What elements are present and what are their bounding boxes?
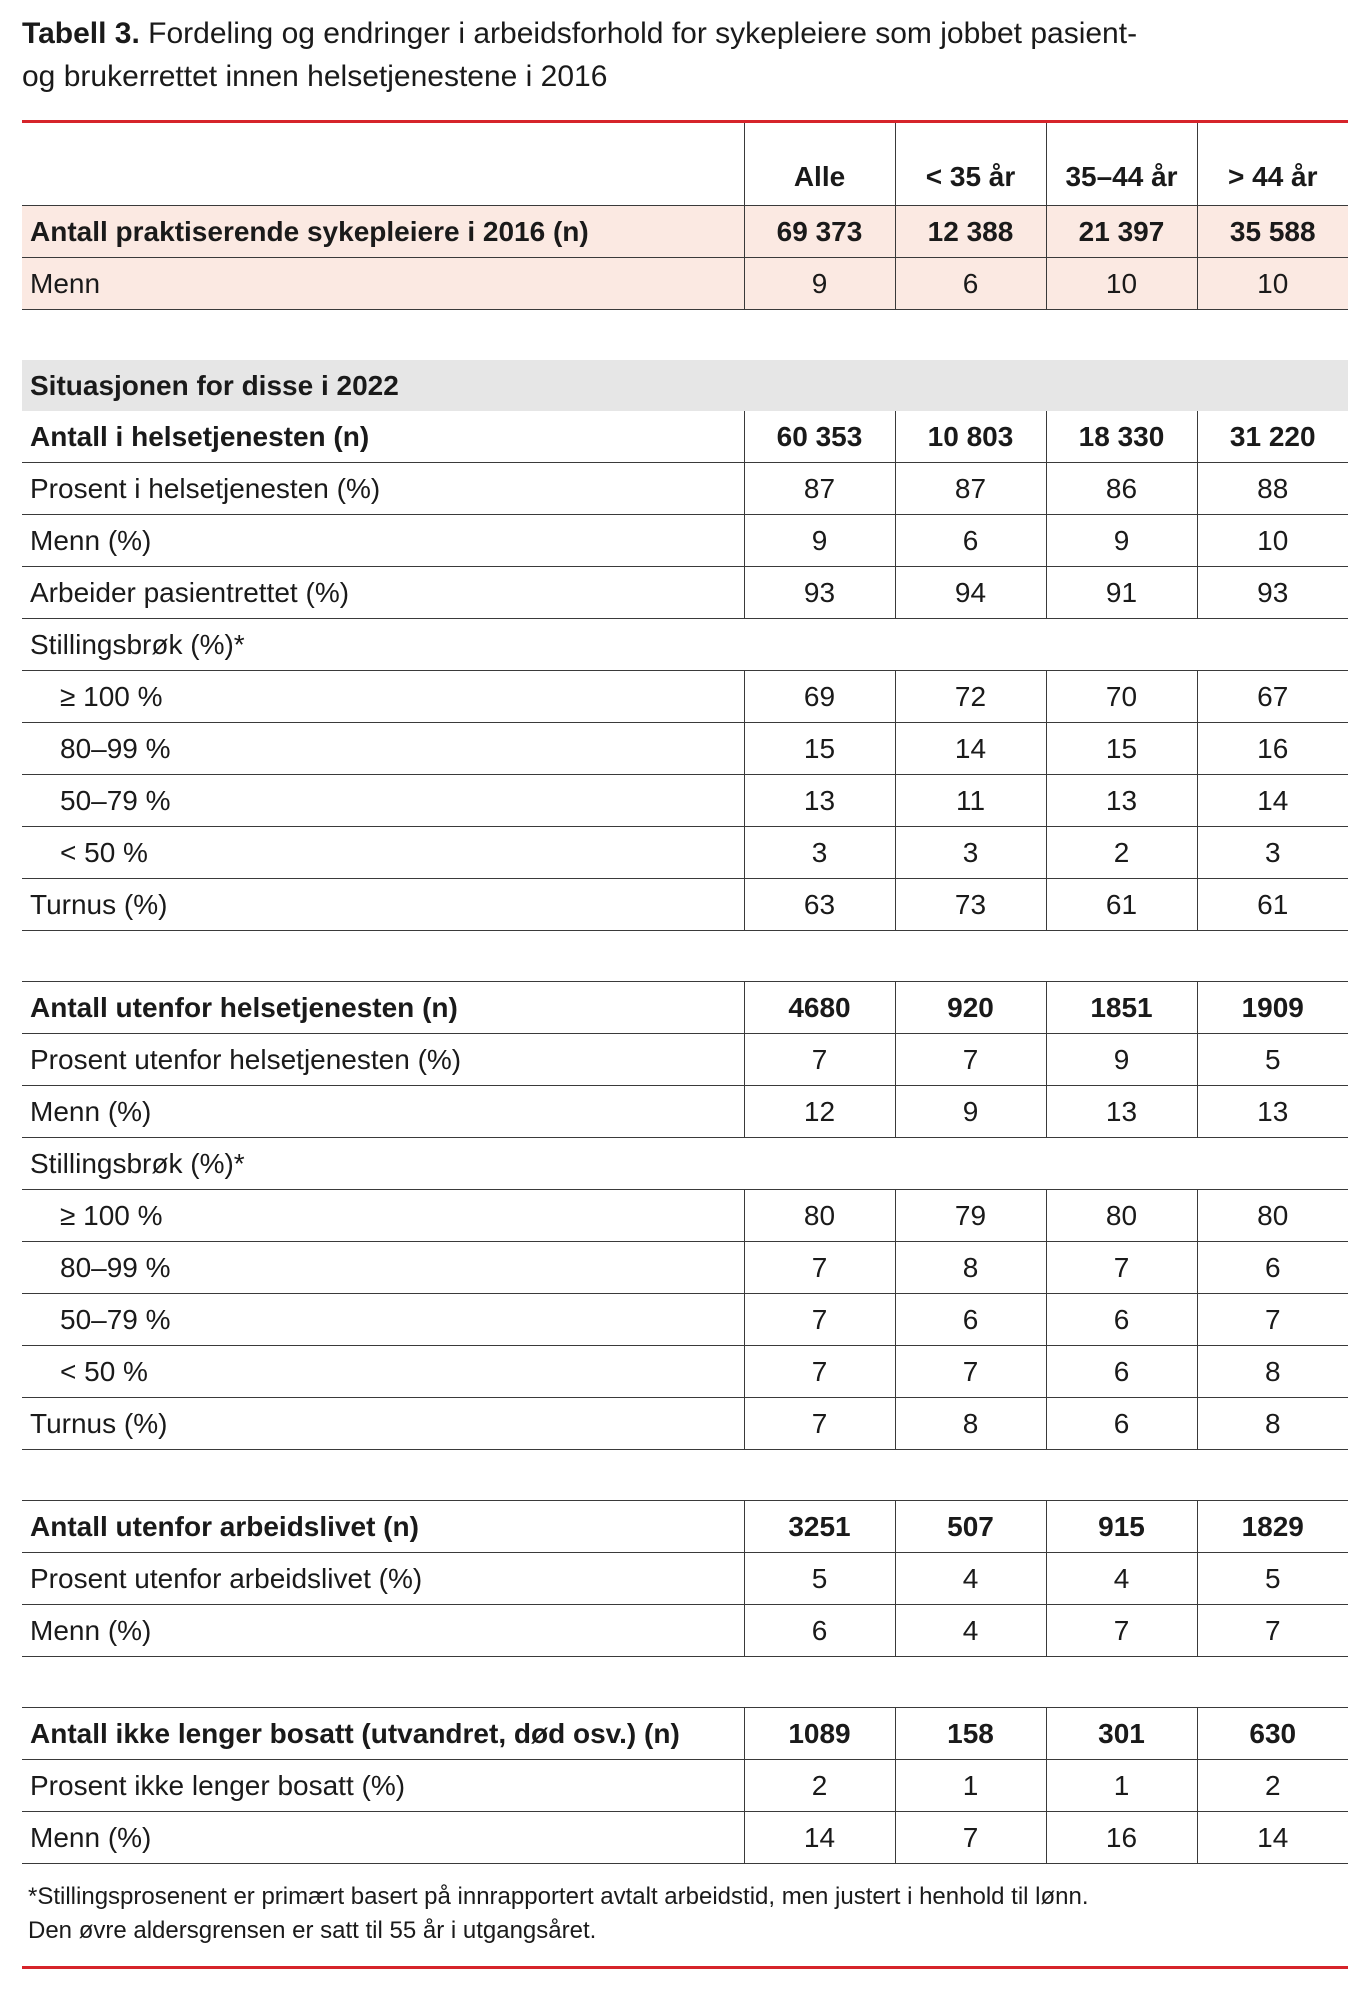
cell-alle: 93 bbox=[744, 567, 895, 619]
cell-alle: 69 373 bbox=[744, 206, 895, 258]
table-row bbox=[22, 1553, 1348, 1605]
row-label: Menn (%) bbox=[22, 1086, 744, 1138]
cell-under-35: 10 803 bbox=[895, 411, 1046, 463]
cell-alle: 1089 bbox=[744, 1708, 895, 1760]
cell-over-44: 5 bbox=[1197, 1553, 1348, 1605]
cell-under-35: 6 bbox=[895, 258, 1046, 310]
row-label: Menn (%) bbox=[22, 1812, 744, 1864]
cell-under-35: 4 bbox=[895, 1605, 1046, 1657]
cell-35-44: 7 bbox=[1046, 1242, 1197, 1294]
header-under-35: < 35 år bbox=[895, 123, 1046, 206]
row-label: Turnus (%) bbox=[22, 1398, 744, 1450]
cell-35-44: 18 330 bbox=[1046, 411, 1197, 463]
cell-over-44: 80 bbox=[1197, 1190, 1348, 1242]
cell-alle: 12 bbox=[744, 1086, 895, 1138]
row-label: Arbeider pasientrettet (%) bbox=[22, 567, 744, 619]
cell-over-44: 67 bbox=[1197, 671, 1348, 723]
data-table bbox=[22, 123, 1348, 1864]
cell-over-44: 10 bbox=[1197, 515, 1348, 567]
cell-35-44: 2 bbox=[1046, 827, 1197, 879]
footnote-line-2: Den øvre aldersgrensen er satt til 55 år i utgangsåret. bbox=[28, 1917, 597, 1944]
cell-alle: 7 bbox=[744, 1294, 895, 1346]
row-label: Menn (%) bbox=[22, 515, 744, 567]
table-label: Tabell 3. bbox=[22, 17, 140, 50]
cell-over-44: 13 bbox=[1197, 1086, 1348, 1138]
cell-over-44: 93 bbox=[1197, 567, 1348, 619]
cell-35-44: 6 bbox=[1046, 1398, 1197, 1450]
table-row bbox=[22, 1346, 1348, 1398]
row-label: Prosent utenfor helsetjenesten (%) bbox=[22, 1034, 744, 1086]
cell-over-44: 35 588 bbox=[1197, 206, 1348, 258]
cell-alle: 80 bbox=[744, 1190, 895, 1242]
cell-35-44: 7 bbox=[1046, 1605, 1197, 1657]
cell-under-35: 7 bbox=[895, 1034, 1046, 1086]
table-row bbox=[22, 1708, 1348, 1760]
cell-under-35: 72 bbox=[895, 671, 1046, 723]
table-row bbox=[22, 1501, 1348, 1553]
row-label: Antall utenfor arbeidslivet (n) bbox=[22, 1501, 744, 1553]
cell-under-35: 73 bbox=[895, 879, 1046, 931]
cell-over-44: 8 bbox=[1197, 1398, 1348, 1450]
cell-under-35: 920 bbox=[895, 982, 1046, 1034]
row-label: 80–99 % bbox=[22, 1242, 744, 1294]
cell-under-35: 7 bbox=[895, 1346, 1046, 1398]
cell-over-44: 3 bbox=[1197, 827, 1348, 879]
table-row bbox=[22, 1760, 1348, 1812]
spacer-row bbox=[22, 931, 1348, 982]
cell-alle: 63 bbox=[744, 879, 895, 931]
cell-alle: 13 bbox=[744, 775, 895, 827]
row-label: Prosent ikke lenger bosatt (%) bbox=[22, 1760, 744, 1812]
cell-over-44: 1829 bbox=[1197, 1501, 1348, 1553]
cell-over-44: 7 bbox=[1197, 1294, 1348, 1346]
table-title bbox=[22, 10, 1348, 98]
row-label: Prosent i helsetjenesten (%) bbox=[22, 463, 744, 515]
table-row bbox=[22, 258, 1348, 310]
table-row bbox=[22, 619, 1348, 671]
cell-alle: 7 bbox=[744, 1242, 895, 1294]
cell-alle: 7 bbox=[744, 1034, 895, 1086]
cell-alle: 87 bbox=[744, 463, 895, 515]
cell-under-35: 9 bbox=[895, 1086, 1046, 1138]
cell-alle: 7 bbox=[744, 1398, 895, 1450]
cell-under-35: 8 bbox=[895, 1242, 1046, 1294]
table-row bbox=[22, 723, 1348, 775]
cell-over-44: 8 bbox=[1197, 1346, 1348, 1398]
row-label: Menn bbox=[22, 258, 744, 310]
cell-35-44: 70 bbox=[1046, 671, 1197, 723]
row-label: ≥ 100 % bbox=[22, 1190, 744, 1242]
cell-35-44: 301 bbox=[1046, 1708, 1197, 1760]
cell-under-35: 1 bbox=[895, 1760, 1046, 1812]
cell-over-44: 14 bbox=[1197, 775, 1348, 827]
table-caption: Fordeling og endringer i arbeidsforhold for sykepleiere som jobbet pasient- bbox=[148, 17, 1138, 50]
cell-under-35: 79 bbox=[895, 1190, 1046, 1242]
cell-35-44: 6 bbox=[1046, 1346, 1197, 1398]
cell-under-35: 6 bbox=[895, 515, 1046, 567]
table-row bbox=[22, 1812, 1348, 1864]
cell-under-35: 11 bbox=[895, 775, 1046, 827]
row-label: Stillingsbrøk (%)* bbox=[22, 1138, 744, 1190]
row-label: Stillingsbrøk (%)* bbox=[22, 619, 744, 671]
row-label: 50–79 % bbox=[22, 775, 744, 827]
cell-over-44: 6 bbox=[1197, 1242, 1348, 1294]
cell-alle: 7 bbox=[744, 1346, 895, 1398]
header-over-44: > 44 år bbox=[1197, 123, 1348, 206]
cell-35-44: 915 bbox=[1046, 1501, 1197, 1553]
cell-under-35: 7 bbox=[895, 1812, 1046, 1864]
cell-under-35: 94 bbox=[895, 567, 1046, 619]
cell-35-44: 10 bbox=[1046, 258, 1197, 310]
table-row bbox=[22, 1138, 1348, 1190]
table-row bbox=[22, 775, 1348, 827]
spacer-row bbox=[22, 1450, 1348, 1501]
cell-alle: 15 bbox=[744, 723, 895, 775]
row-label: < 50 % bbox=[22, 1346, 744, 1398]
header-35-44: 35–44 år bbox=[1046, 123, 1197, 206]
cell-over-44: 88 bbox=[1197, 463, 1348, 515]
table-row bbox=[22, 515, 1348, 567]
row-label: 80–99 % bbox=[22, 723, 744, 775]
cell-under-35: 14 bbox=[895, 723, 1046, 775]
spacer-row bbox=[22, 310, 1348, 361]
cell-35-44: 21 397 bbox=[1046, 206, 1197, 258]
cell-35-44: 15 bbox=[1046, 723, 1197, 775]
section-label: Situasjonen for disse i 2022 bbox=[22, 360, 1348, 411]
table-row bbox=[22, 1242, 1348, 1294]
cell-over-44: 7 bbox=[1197, 1605, 1348, 1657]
table-row bbox=[22, 671, 1348, 723]
cell-35-44: 9 bbox=[1046, 515, 1197, 567]
table-caption-line2: og brukerrettet innen helsetjenestene i 2016 bbox=[22, 60, 608, 93]
table-row bbox=[22, 1034, 1348, 1086]
footnote-line-1: *Stillingsprosenent er primært basert på innrapportert avtalt arbeidstid, men justert i henhold til lønn. bbox=[28, 1883, 1089, 1910]
cell-under-35: 6 bbox=[895, 1294, 1046, 1346]
spacer-row bbox=[22, 1657, 1348, 1708]
cell-alle: 4680 bbox=[744, 982, 895, 1034]
cell-over-44: 14 bbox=[1197, 1812, 1348, 1864]
cell-over-44: 10 bbox=[1197, 258, 1348, 310]
table-row bbox=[22, 982, 1348, 1034]
cell-over-44: 16 bbox=[1197, 723, 1348, 775]
row-label: Antall ikke lenger bosatt (utvandret, død osv.) (n) bbox=[22, 1708, 744, 1760]
table-row bbox=[22, 827, 1348, 879]
cell-over-44: 5 bbox=[1197, 1034, 1348, 1086]
header-blank bbox=[22, 123, 744, 206]
cell-over-44: 31 220 bbox=[1197, 411, 1348, 463]
bottom-rule bbox=[22, 1966, 1348, 1969]
row-label: < 50 % bbox=[22, 827, 744, 879]
cell-alle: 69 bbox=[744, 671, 895, 723]
cell-35-44: 80 bbox=[1046, 1190, 1197, 1242]
cell-35-44: 9 bbox=[1046, 1034, 1197, 1086]
cell-over-44: 630 bbox=[1197, 1708, 1348, 1760]
cell-35-44: 86 bbox=[1046, 463, 1197, 515]
cell-alle: 3 bbox=[744, 827, 895, 879]
row-label: Prosent utenfor arbeidslivet (%) bbox=[22, 1553, 744, 1605]
cell-35-44: 1851 bbox=[1046, 982, 1197, 1034]
cell-35-44: 4 bbox=[1046, 1553, 1197, 1605]
cell-under-35: 87 bbox=[895, 463, 1046, 515]
cell-alle: 2 bbox=[744, 1760, 895, 1812]
cell-35-44: 91 bbox=[1046, 567, 1197, 619]
table-row bbox=[22, 206, 1348, 258]
footnote bbox=[22, 1864, 1348, 1966]
table-row bbox=[22, 1294, 1348, 1346]
cell-alle: 9 bbox=[744, 515, 895, 567]
row-label: Turnus (%) bbox=[22, 879, 744, 931]
cell-alle: 14 bbox=[744, 1812, 895, 1864]
cell-35-44: 16 bbox=[1046, 1812, 1197, 1864]
cell-over-44: 61 bbox=[1197, 879, 1348, 931]
table-row bbox=[22, 411, 1348, 463]
cell-35-44: 61 bbox=[1046, 879, 1197, 931]
cell-35-44: 1 bbox=[1046, 1760, 1197, 1812]
cell-alle: 3251 bbox=[744, 1501, 895, 1553]
cell-over-44: 1909 bbox=[1197, 982, 1348, 1034]
row-label: 50–79 % bbox=[22, 1294, 744, 1346]
table-row bbox=[22, 879, 1348, 931]
cell-under-35: 4 bbox=[895, 1553, 1046, 1605]
table-row bbox=[22, 1086, 1348, 1138]
table-row bbox=[22, 1605, 1348, 1657]
row-label: ≥ 100 % bbox=[22, 671, 744, 723]
section-header bbox=[22, 360, 1348, 411]
cell-under-35: 507 bbox=[895, 1501, 1046, 1553]
cell-35-44: 13 bbox=[1046, 1086, 1197, 1138]
cell-under-35: 8 bbox=[895, 1398, 1046, 1450]
cell-under-35: 12 388 bbox=[895, 206, 1046, 258]
cell-alle: 9 bbox=[744, 258, 895, 310]
row-label: Antall i helsetjenesten (n) bbox=[22, 411, 744, 463]
header-alle: Alle bbox=[744, 123, 895, 206]
cell-35-44: 6 bbox=[1046, 1294, 1197, 1346]
row-label: Antall praktiserende sykepleiere i 2016 (n) bbox=[22, 206, 744, 258]
cell-under-35: 3 bbox=[895, 827, 1046, 879]
table-figure bbox=[22, 10, 1348, 1969]
cell-alle: 60 353 bbox=[744, 411, 895, 463]
cell-35-44: 13 bbox=[1046, 775, 1197, 827]
table-row bbox=[22, 1398, 1348, 1450]
header-row bbox=[22, 123, 1348, 206]
row-label: Antall utenfor helsetjenesten (n) bbox=[22, 982, 744, 1034]
row-label: Menn (%) bbox=[22, 1605, 744, 1657]
cell-over-44: 2 bbox=[1197, 1760, 1348, 1812]
cell-alle: 5 bbox=[744, 1553, 895, 1605]
cell-under-35: 158 bbox=[895, 1708, 1046, 1760]
table-row bbox=[22, 1190, 1348, 1242]
table-row bbox=[22, 567, 1348, 619]
cell-alle: 6 bbox=[744, 1605, 895, 1657]
table-row bbox=[22, 463, 1348, 515]
